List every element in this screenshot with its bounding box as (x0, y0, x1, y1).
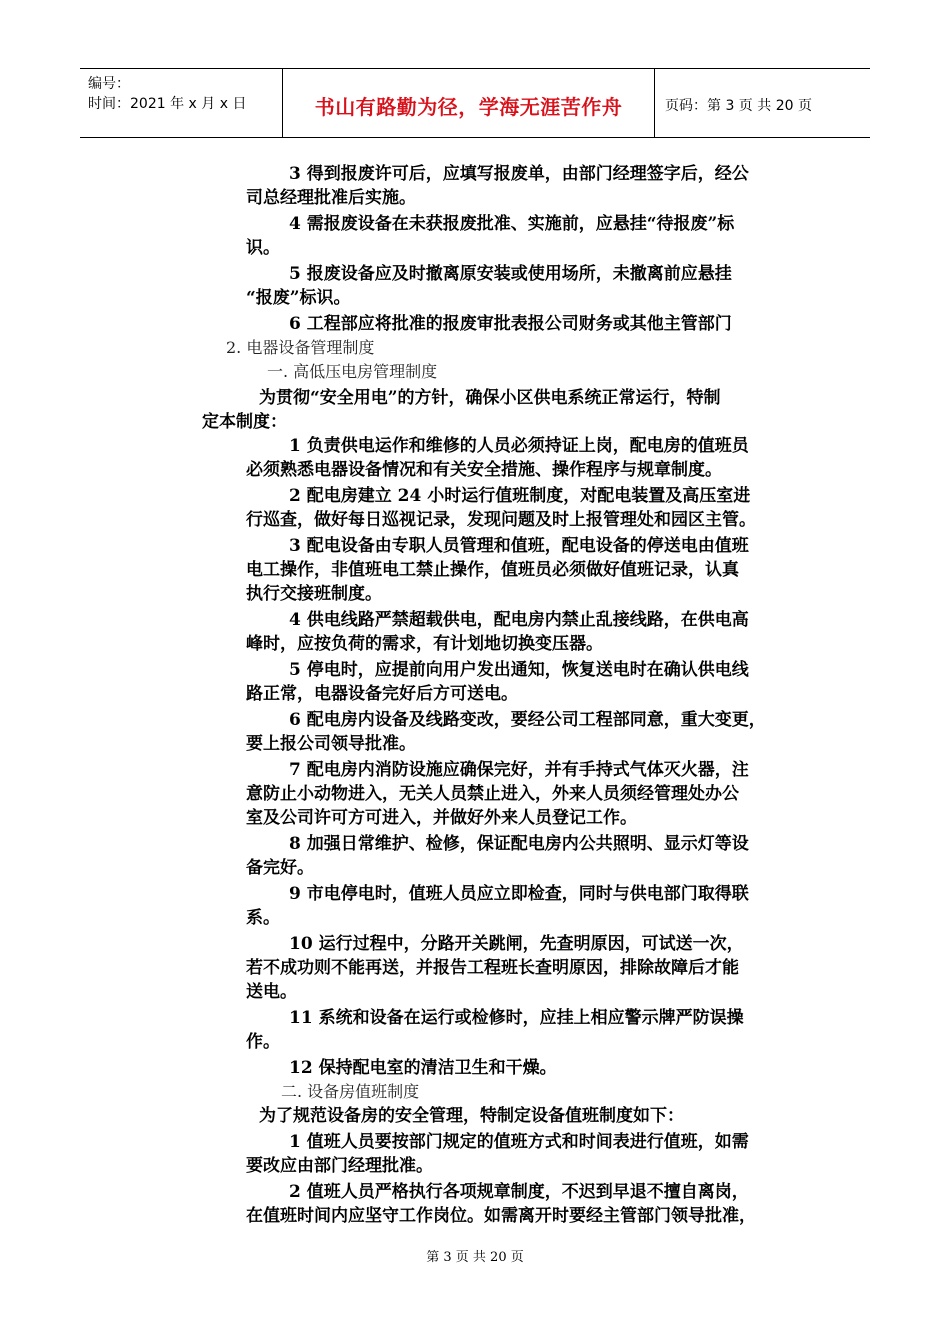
body-line: 执行交接班制度。 (246, 584, 382, 604)
body-line: 6 工程部应将批准的报废审批表报公司财务或其他主管部门 (289, 314, 732, 334)
body-line: 司总经理批准后实施。 (246, 188, 416, 208)
body-line: 系。 (246, 908, 280, 928)
body-line: 9 市电停电时，值班人员应立即检查，同时与供电部门取得联 (289, 884, 749, 904)
body-line: 4 供电线路严禁超载供电，配电房内禁止乱接线路，在供电高 (289, 610, 749, 630)
header-motto-cell (283, 69, 655, 137)
body-line: 送电。 (246, 982, 297, 1002)
body-line: 识。 (246, 238, 280, 258)
body-line: 7 配电房内消防设施应确保完好，并有手持式气体灭火器，注 (289, 760, 749, 780)
header-meta-cell (80, 69, 283, 137)
body-line: 6 配电房内设备及线路变改，要经公司工程部同意，重大变更， (289, 710, 766, 730)
body-line: 电工操作，非值班电工禁止操作，值班员必须做好值班记录，认真 (246, 560, 739, 580)
body-line: 室及公司许可方可进入，并做好外来人员登记工作。 (246, 808, 637, 828)
body-line: 为贯彻“安全用电”的方针，确保小区供电系统正常运行，特制 (259, 388, 721, 408)
body-line: 路正常，电器设备完好后方可送电。 (246, 684, 518, 704)
body-line: 1 值班人员要按部门规定的值班方式和时间表进行值班，如需 (289, 1132, 749, 1152)
body-line: 要改应由部门经理批准。 (246, 1156, 433, 1176)
page-footer: 第 3 页 共 20 页 (426, 1250, 524, 1265)
body-line: 12 保持配电室的清洁卫生和干燥。 (289, 1058, 557, 1078)
header-page-number: 页码：第 3 页 共 20 页 (665, 98, 812, 114)
body-line: 行巡查，做好每日巡视记录，发现问题及时上报管理处和园区主管。 (246, 510, 756, 530)
body-line: 3 配电设备由专职人员管理和值班，配电设备的停送电由值班 (289, 536, 749, 556)
document-date-label: 时间：2021 年 x 月 x 日 (88, 96, 247, 112)
body-line: 8 加强日常维护、检修，保证配电房内公共照明、显示灯等设 (289, 834, 749, 854)
body-line: 作。 (246, 1032, 280, 1052)
header-motto: 书山有路勤为径，学海无涯苦作舟 (314, 95, 623, 119)
body-line: 峰时，应按负荷的需求，有计划地切换变压器。 (246, 634, 603, 654)
body-line: “报废”标识。 (246, 288, 351, 308)
document-number-label: 编号： (88, 76, 130, 92)
body-line: 5 报废设备应及时撤离原安装或使用场所，未撤离前应悬挂 (289, 264, 732, 284)
subsection-heading: 二. 设备房值班制度 (281, 1082, 420, 1101)
body-line: 必须熟悉电器设备情况和有关安全措施、操作程序与规章制度。 (246, 460, 722, 480)
subsection-heading: 一. 高低压电房管理制度 (267, 362, 438, 381)
body-line: 备完好。 (246, 858, 314, 878)
body-line: 3 得到报废许可后，应填写报废单，由部门经理签字后，经公 (289, 164, 749, 184)
body-line: 若不成功则不能再送，并报告工程班长查明原因，排除故障后才能 (246, 958, 739, 978)
body-line: 4 需报废设备在未获报废批准、实施前，应悬挂“待报废”标 (289, 214, 735, 234)
body-line: 要上报公司领导批准。 (246, 734, 416, 754)
section-heading: 2. 电器设备管理制度 (226, 338, 375, 357)
header-page-cell (655, 69, 870, 137)
body-line: 定本制度： (202, 412, 287, 432)
body-line: 11 系统和设备在运行或检修时，应挂上相应警示牌严防误操 (289, 1008, 744, 1028)
body-line: 5 停电时，应提前向用户发出通知，恢复送电时在确认供电线 (289, 660, 749, 680)
body-line: 意防止小动物进入，无关人员禁止进入，外来人员须经管理处办公 (246, 784, 739, 804)
body-line: 1 负责供电运作和维修的人员必须持证上岗，配电房的值班员 (289, 436, 749, 456)
body-line: 2 值班人员严格执行各项规章制度，不迟到早退不擅自离岗， (289, 1182, 749, 1202)
body-line: 在值班时间内应坚守工作岗位。如需离开时要经主管部门领导批准， (246, 1206, 756, 1226)
body-line: 为了规范设备房的安全管理，特制定设备值班制度如下： (259, 1106, 684, 1126)
body-line: 10 运行过程中，分路开关跳闸，先查明原因，可试送一次， (289, 934, 744, 954)
body-line: 2 配电房建立 24 小时运行值班制度，对配电装置及高压室进 (289, 486, 751, 506)
page-header (80, 68, 870, 138)
